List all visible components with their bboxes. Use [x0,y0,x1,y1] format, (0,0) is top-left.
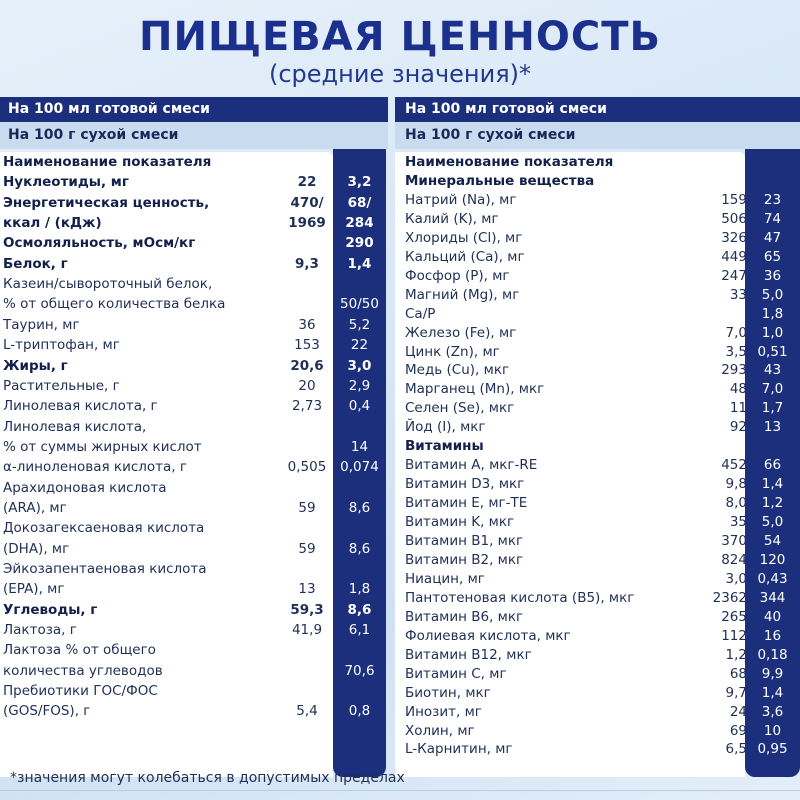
value-ready-mix: 3,5 [725,343,747,360]
row-label: Натрий (Na), мг [405,191,517,208]
table-row [0,397,388,416]
value-ready-mix: 265 [721,608,747,625]
left-header-dry-mix: На 100 г сухой смеси [0,122,388,149]
value-dry-mix: 1,8 [761,305,784,322]
value-dry-mix: 1,4 [761,684,784,701]
table-row [0,438,388,457]
row-label: Лактоза, г [3,622,77,639]
value-ready-mix: 1969 [288,215,326,232]
value-ready-mix: 35 [729,514,747,531]
footnote-divider [0,790,800,791]
value-dry-mix: 36 [763,267,782,284]
value-dry-mix: 0,8 [348,703,371,720]
value-dry-mix: 0,95 [757,741,788,758]
value-ready-mix: 370 [721,533,747,549]
value-dry-mix: 1,4 [347,255,372,272]
value-dry-mix: 9,9 [761,665,784,682]
table-row [395,399,800,418]
table-row [0,275,388,294]
value-ready-mix: 2,73 [291,398,323,415]
value-dry-mix: 1,2 [761,495,784,512]
table-row [0,519,388,538]
row-label: (EPA), мг [3,581,65,598]
row-label: количества углеводов [3,662,163,679]
value-ready-mix: 8,0 [725,495,747,512]
value-dry-mix: 5,2 [348,316,371,333]
row-label: Пребиотики ГОС/ФОС [3,683,158,700]
value-dry-mix: 3,2 [347,174,372,191]
table-row [0,357,388,376]
row-label: Ca/P [405,305,436,322]
value-ready-mix: 7,0 [725,324,747,341]
table-row [395,172,800,191]
value-dry-mix: 290 [345,235,374,252]
value-dry-mix: 47 [763,229,782,246]
row-label: Железо (Fe), мг [405,324,517,341]
value-ready-mix: 59 [298,540,316,557]
table-row [395,229,800,248]
row-label: α-линоленовая кислота, г [3,459,187,476]
row-label: Витамин E, мг-TE [405,495,528,512]
table-row [395,570,800,589]
value-ready-mix: 1,2 [725,646,747,663]
value-dry-mix: 10 [763,722,782,739]
table-row [0,479,388,498]
row-label: Фосфор (P), мг [405,267,510,284]
table-row [0,153,388,172]
value-ready-mix: 247 [721,267,747,284]
row-label: Кальций (Ca), мг [405,248,525,265]
row-label: (DHA), мг [3,540,70,557]
row-label: Селен (Se), мкг [405,400,515,417]
row-label: Нуклеотиды, мг [3,174,129,191]
value-ready-mix: 506 [721,210,747,227]
value-ready-mix: 9,8 [725,476,747,493]
value-dry-mix: 5,0 [761,286,784,303]
table-row [0,641,388,660]
table-row [395,703,800,722]
right-table [395,97,800,777]
row-label: Инозит, мг [405,703,482,720]
row-label: % от общего количества белка [3,296,226,313]
row-label: Таурин, мг [3,316,80,333]
table-row [395,456,800,475]
row-label: Витамин K, мкг [405,514,515,531]
row-label: Докозагексаеновая кислота [3,520,205,537]
table-row [0,214,388,233]
row-label: Лактоза % от общего [3,642,156,659]
row-label: ккал / (кДж) [3,215,102,232]
row-label: Энергетическая ценность, [3,194,210,211]
table-row [395,475,800,494]
table-row [395,589,800,608]
row-label: Наименование показателя [405,154,614,170]
table-row [0,316,388,335]
value-dry-mix: 8,6 [348,499,371,516]
value-dry-mix: 23 [763,191,782,208]
table-row [0,682,388,701]
value-dry-mix: 54 [763,533,782,549]
row-label: Витамины [405,438,484,455]
value-dry-mix: 13 [763,419,782,436]
table-row [395,665,800,684]
row-label: Витамин D3, мкг [405,476,525,493]
row-label: Биотин, мкг [405,684,491,701]
row-label: Цинк (Zn), мг [405,343,500,360]
value-dry-mix: 1,0 [761,324,784,341]
table-row [395,684,800,703]
value-ready-mix: 5,4 [296,703,318,720]
value-dry-mix: 2,9 [348,377,371,394]
row-label: Витамин A, мкг-RE [405,457,538,474]
table-row [395,418,800,437]
value-dry-mix: 5,0 [761,514,784,531]
row-label: Калий (K), мг [405,210,499,227]
value-ready-mix: 13 [298,581,316,598]
row-label: Осмоляльность, мОсм/кг [3,235,196,252]
value-ready-mix: 59,3 [290,601,324,618]
value-ready-mix: 159 [721,191,747,208]
row-label: Ниацин, мг [405,570,485,587]
table-row [395,153,800,172]
row-label: Минеральные вещества [405,172,595,189]
value-ready-mix: 36 [298,316,316,333]
value-ready-mix: 449 [721,248,747,265]
table-row [395,191,800,210]
row-label: Наименование показателя [3,154,212,170]
value-dry-mix: 0,51 [757,343,788,360]
value-ready-mix: 20,6 [290,357,324,374]
table-row [395,627,800,646]
table-row [395,551,800,570]
row-label: Эйкозапентаеновая кислота [3,561,207,577]
row-label: Хлориды (Cl), мг [405,229,523,246]
table-row [395,513,800,532]
value-dry-mix: 8,6 [348,540,371,557]
row-label: Фолиевая кислота, мкг [405,627,571,644]
table-row [0,458,388,477]
table-row [395,494,800,513]
value-ready-mix: 92 [729,419,747,436]
value-dry-mix: 40 [763,608,782,625]
value-dry-mix: 8,6 [347,601,372,618]
value-dry-mix: 344 [759,589,786,606]
table-row [0,560,388,579]
row-label: Витамин B1, мкг [405,533,524,549]
value-dry-mix: 0,43 [757,570,788,587]
row-label: Белок, г [3,255,68,272]
value-dry-mix: 50/50 [340,296,379,313]
table-row [0,702,388,721]
row-label: Магний (Mg), мг [405,286,520,303]
table-row [0,336,388,355]
row-label: Йод (I), мкг [405,419,486,436]
table-row [0,418,388,437]
table-row [0,377,388,396]
row-label: Холин, мг [405,722,475,739]
table-row [0,173,388,192]
value-dry-mix: 74 [763,210,782,227]
value-ready-mix: 48 [729,381,747,398]
value-ready-mix: 470/ [290,194,324,211]
table-row [0,621,388,640]
table-row [395,532,800,551]
row-label: Медь (Cu), мкг [405,362,510,379]
table-row [0,540,388,559]
value-dry-mix: 0,18 [757,646,788,663]
value-ready-mix: 41,9 [291,622,323,639]
value-ready-mix: 9,3 [295,255,319,272]
value-dry-mix: 1,4 [761,476,784,493]
row-label: Жиры, г [3,357,68,374]
value-dry-mix: 68/ [347,194,372,211]
page-title: ПИЩЕВАЯ ЦЕННОСТЬ [139,14,661,60]
table-row [0,234,388,253]
table-row [395,248,800,267]
table-row [395,324,800,343]
value-ready-mix: 326 [721,229,747,246]
value-dry-mix: 22 [350,337,369,354]
value-dry-mix: 7,0 [761,381,784,398]
table-row [0,194,388,213]
value-dry-mix: 16 [763,627,782,644]
row-label: % от суммы жирных кислот [3,438,202,455]
right-header-ready-mix: На 100 мл готовой смеси [395,97,800,122]
table-row [395,722,800,741]
left-header-ready-mix: На 100 мл готовой смеси [0,97,388,122]
row-label: Углеводы, г [3,601,98,618]
value-ready-mix: 293 [721,362,747,379]
value-ready-mix: 33 [729,286,747,303]
row-label: L-триптофан, мг [3,337,120,354]
table-row [395,740,800,759]
value-dry-mix: 70,6 [344,662,375,679]
table-row [395,267,800,286]
value-dry-mix: 284 [345,215,374,232]
value-ready-mix: 68 [729,665,747,682]
table-row [395,286,800,305]
value-ready-mix: 112 [721,627,747,644]
value-ready-mix: 153 [294,337,320,354]
row-label: Витамин C, мг [405,665,507,682]
table-row [0,601,388,620]
table-row [395,361,800,380]
value-dry-mix: 66 [763,457,782,474]
value-ready-mix: 824 [721,551,747,568]
table-row [0,580,388,599]
value-dry-mix: 1,7 [761,400,784,417]
table-row [0,499,388,518]
value-dry-mix: 43 [763,362,782,379]
row-label: (ARA), мг [3,499,67,516]
table-row [395,646,800,665]
table-row [395,343,800,362]
value-ready-mix: 3,0 [725,570,747,587]
value-dry-mix: 3,6 [761,703,784,720]
row-label: Арахидоновая кислота [3,479,167,496]
value-dry-mix: 65 [763,248,782,265]
row-label: Марганец (Mn), мкг [405,381,545,398]
table-row [395,380,800,399]
row-label: Пантотеновая кислота (B5), мкг [405,589,635,606]
table-row [395,608,800,627]
table-row [0,662,388,681]
row-label: Витамин B2, мкг [405,551,524,568]
left-table [0,97,388,777]
value-dry-mix: 14 [350,438,369,455]
value-ready-mix: 59 [298,499,316,516]
row-label: Витамин B12, мкг [405,646,532,663]
table-row [395,437,800,456]
value-dry-mix: 120 [759,551,786,568]
row-label: Линолевая кислота, г [3,398,158,415]
value-dry-mix: 0,4 [348,398,371,415]
value-ready-mix: 452 [721,457,747,474]
row-label: Казеин/сывороточный белок, [3,276,213,293]
value-ready-mix: 0,505 [287,459,327,476]
right-header-dry-mix: На 100 г сухой смеси [395,122,800,149]
row-label: (GOS/FOS), г [3,703,91,720]
footnote: *значения могут колебаться в допустимых пределах [10,770,405,786]
row-label: L-Карнитин, мг [405,741,513,758]
value-ready-mix: 9,7 [725,684,747,701]
value-dry-mix: 3,0 [347,357,372,374]
value-ready-mix: 69 [729,722,747,739]
value-dry-mix: 0,074 [340,459,379,476]
value-ready-mix: 11 [729,400,747,417]
value-ready-mix: 6,5 [725,741,747,758]
value-dry-mix: 6,1 [348,622,371,639]
value-ready-mix: 22 [297,174,317,191]
value-dry-mix: 1,8 [348,581,371,598]
row-label: Линолевая кислота, [3,418,147,435]
value-ready-mix: 2362 [712,589,747,606]
page-subtitle: (средние значения)* [268,60,532,88]
table-row [0,255,388,274]
table-row [395,210,800,229]
table-row [395,305,800,324]
row-label: Растительные, г [3,377,120,394]
value-ready-mix: 24 [729,703,747,720]
value-ready-mix: 20 [298,377,316,394]
row-label: Витамин B6, мкг [405,608,524,625]
table-row [0,295,388,314]
